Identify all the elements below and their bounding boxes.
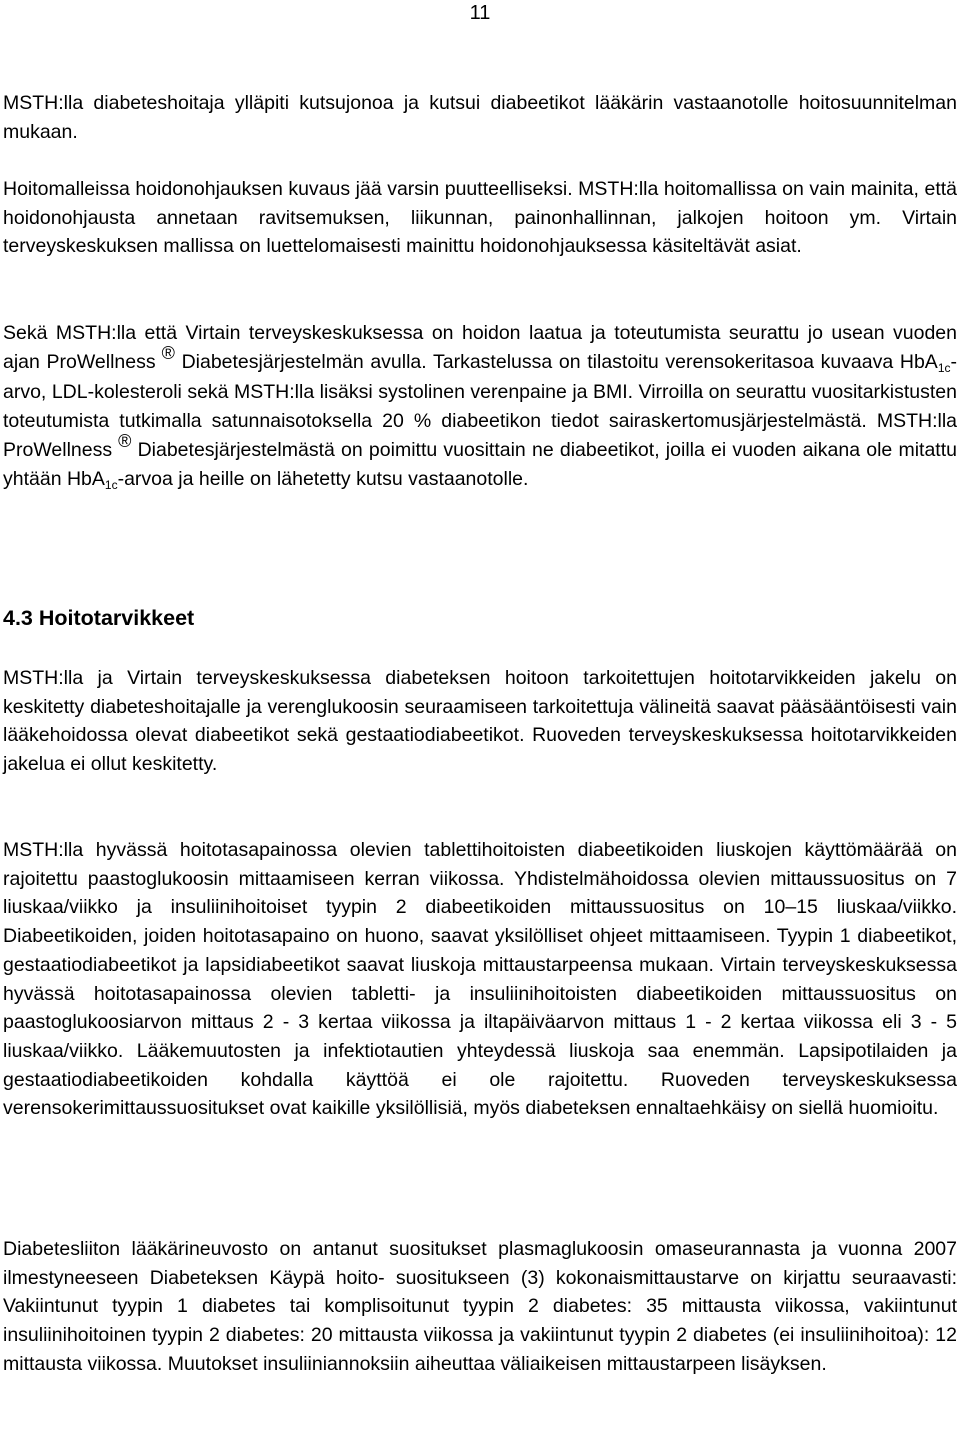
paragraph-guidance-description <box>3 175 957 261</box>
registered-trademark-symbol: ® <box>161 342 175 363</box>
section-heading: 4.3 Hoitotarvikkeet <box>3 606 195 630</box>
paragraph-text: MSTH:lla hyvässä hoitotasapainossa olevien tablettihoitoisten diabeetikoiden liuskojen käyttömäärää on rajoitettu paastoglukoosin mittaamiseen kerran viikossa. Yhdistelmähoidossa olevien mittaussuositus on 7 liuskaa/viikko ja insuliinihoitoiset tyypin 2 diabeetikoiden mittaussuositus on 10–15 liuskaa/viikko. Diabeetikoiden, joiden hoitotasapaino on huono, saavat yksilölliset ohjeet mittaamiseen. Tyypin 1 diabeetikot, gestaatiodiabeetikot ja lapsidiabeetikot saavat liuskoja mittaustarpeensa mukaan. Virtain terveyskeskuksessa hyvässä hoitotasapainossa olevien tabletti- ja insuliinihoitoisten diabeetikoiden mittaussuositus on paastoglukoosiarvon mittaus 2 - 3 kertaa viikossa ja iltapäiväarvon mittaus 1 - 2 kertaa viikossa eli 3 - 5 liuskaa/viikko. Lääkemuutosten ja infektiotautien yhteydessä liuskoja saa enemmän. Lapsipotilaiden ja gestaatiodiabeetikoiden kohdalla käyttöä ei ole rajoitettu. Ruoveden terveyskeskuksessa verensokerimittaussuositukset ovat kaikille yksilöllisiä, myös diabeteksen ennaltaehkäisy on siellä huomioitu. <box>3 839 957 1120</box>
paragraph-text: -arvoa ja heille on lähetetty kutsu vastaanotolle. <box>117 467 529 490</box>
paragraph-text: Sekä MSTH:lla että Virtain terveyskeskuksessa on hoidon laatua ja toteutumista seurattu jo usean vuoden ajan ProWellness <box>3 322 957 373</box>
subscript: 1c <box>104 477 118 492</box>
paragraph-text: Diabetesjärjestelmästä on poimittu vuosittain ne diabeetikot, joilla ei vuoden aikana ole mitattu yhtään HbA <box>3 438 957 490</box>
subscript: 1c <box>937 360 951 375</box>
paragraph-text: MSTH:lla diabeteshoitaja ylläpiti kutsujonoa ja kutsui diabeetikot lääkärin vastaanotolle hoitosuunnitelman mukaan. <box>3 92 957 143</box>
paragraph-supply-distribution <box>3 664 957 779</box>
paragraph-text: Hoitomalleissa hoidonohjauksen kuvaus jää varsin puutteelliseksi. MSTH:lla hoitomallissa on vain mainita, että hoidonohjausta annetaan ravitsemuksen, liikunnan, painonhallinnan, jalkojen hoitoon ym. Virtain terveyskeskuksen mallissa on luettelomaisesti mainittu hoidonohjauksessa käsiteltävät asiat. <box>3 178 957 258</box>
paragraph-diabetes-association <box>3 1235 957 1379</box>
paragraph-text: Diabetesliiton lääkärineuvosto on antanut suositukset plasmaglukoosin omaseurannasta ja vuonna 2007 ilmestyneeseen Diabeteksen Käypä hoito- suositukseen (3) kokonaismittaustarve on kirjattu seuraavasti: Vakiintunut tyypin 1 diabetes tai komplisoitunut tyypin 2 diabetes: 35 mittausta viikossa, vakiintunut insuliinihoitoinen tyypin 2 diabetes: 20 mittausta viikossa ja vakiintunut tyypin 2 diabetes (ei insuliinihoitoa): 12 mittausta viikossa. Muutokset insuliiniannoksiin aiheuttaa väliaikeisen mittaustarpeen lisäyksen. <box>3 1238 957 1375</box>
paragraph-text: Diabetesjärjestelmän avulla. Tarkastelussa on tilastoitu verensokeritasoa kuvaava HbA <box>174 350 938 373</box>
paragraph-call-queue <box>3 89 957 146</box>
paragraph-text: -arvo, LDL-kolesteroli sekä MSTH:lla lisäksi systolinen verenpaine ja BMI. Virroilla on seurattu vuositarkistusten toteutumista tutkimalla satunnaisotoksella 20 % diabeetikon tiedot sairaskertomusjärjestelmästä. MSTH:lla ProWellness <box>3 350 958 461</box>
paragraph-strip-usage <box>3 836 957 1123</box>
registered-trademark-symbol: ® <box>118 430 132 451</box>
paragraph-quality-monitoring <box>3 319 957 495</box>
page-number: 11 <box>469 2 491 24</box>
paragraph-text: MSTH:lla ja Virtain terveyskeskuksessa diabeteksen hoitoon tarkoitettujen hoitotarvikkeiden jakelu on keskitetty diabeteshoitajalle ja verenglukoosin seuraamiseen tarkoitettuja välineitä saavat pääsääntöisesti vain lääkehoidossa olevat diabeetikot sekä gestaatiodiabeetikot. Ruoveden terveyskeskuksessa hoitotarvikkeiden jakelua ei ollut keskitetty. <box>3 667 957 776</box>
